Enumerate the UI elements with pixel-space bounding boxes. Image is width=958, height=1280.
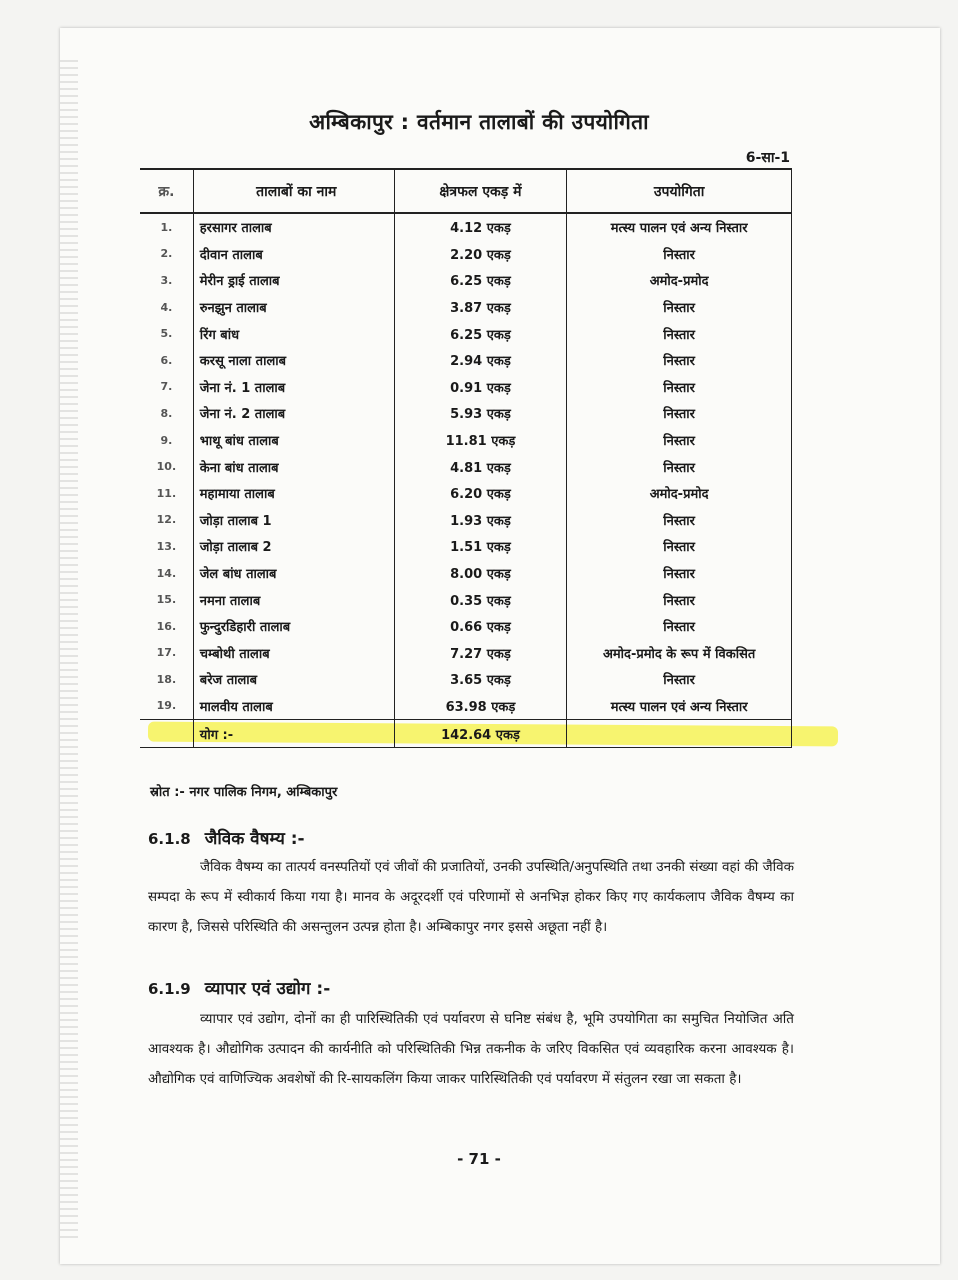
row-utility: निस्तार <box>567 507 792 534</box>
row-pond-name: नमना तालाब <box>193 586 394 613</box>
row-serial: 1. <box>160 220 173 234</box>
header-area: क्षेत्रफल एकड़ में <box>394 169 567 213</box>
row-serial: 14. <box>156 566 177 580</box>
row-serial: 2. <box>160 247 173 261</box>
table-row <box>140 427 792 454</box>
table-row <box>140 533 792 560</box>
row-serial: 15. <box>156 593 177 607</box>
section-number: 6.1.9 <box>148 980 191 998</box>
table-row <box>140 666 792 693</box>
row-area: 0.66 एकड़ <box>394 613 567 640</box>
table-row <box>140 241 792 268</box>
row-utility: मत्स्य पालन एवं अन्य निस्तार <box>567 693 792 720</box>
section-heading-biodiversity <box>148 826 305 849</box>
row-serial: 9. <box>160 433 173 447</box>
page-number: - 71 - <box>457 1150 501 1168</box>
row-area: 2.94 एकड़ <box>394 347 567 374</box>
row-utility: अमोद-प्रमोद <box>567 267 792 294</box>
row-utility: निस्तार <box>567 586 792 613</box>
row-serial: 18. <box>156 672 177 686</box>
row-utility: निस्तार <box>567 560 792 587</box>
table-source: स्रोत :- नगर पालिक निगम, अम्बिकापुर <box>150 785 338 800</box>
row-utility: निस्तार <box>567 374 792 401</box>
table-row <box>140 480 792 507</box>
row-utility: मत्स्य पालन एवं अन्य निस्तार <box>567 213 792 241</box>
table-row <box>140 613 792 640</box>
header-utility: उपयोगिता <box>567 169 792 213</box>
page-title: अम्बिकापुर : वर्तमान तालाबों की उपयोगिता <box>309 110 649 134</box>
row-serial: 17. <box>156 646 177 660</box>
table-row <box>140 586 792 613</box>
table-row <box>140 640 792 667</box>
row-utility: निस्तार <box>567 294 792 321</box>
row-pond-name: फुन्दुरडिहारी तालाब <box>193 613 394 640</box>
row-serial: 5. <box>160 327 173 341</box>
row-area: 3.87 एकड़ <box>394 294 567 321</box>
row-area: 4.12 एकड़ <box>394 213 567 241</box>
row-pond-name: रुनझुन तालाब <box>193 294 394 321</box>
row-pond-name: जेना नं. 2 तालाब <box>193 400 394 427</box>
row-pond-name: हरसागर तालाब <box>193 213 394 241</box>
row-serial: 10. <box>156 460 177 474</box>
paragraph-text: व्यापार एवं उद्योग, दोनों का ही पारिस्थितिकी एवं पर्यावरण से घनिष्ट संबंध है, भूमि उपयोगिता का समुचित नियोजित अति आवश्यक है। औद्योगिक उत्पादन की कार्यनीति को परिस्थितिकी भिन्न तकनीक के जरिए विकसित एवं व्यवहारिक करना आवश्यक है। औद्योगिक एवं वाणिज्यिक अवशेषों की रि-सायकलिंग किया जाकर पारिस्थितिकी एवं पर्यावरण में संतुलन रखा जा सकता है। <box>148 1011 794 1087</box>
section-title: व्यापार एवं उद्योग :- <box>204 979 331 999</box>
row-area: 0.91 एकड़ <box>394 374 567 401</box>
table-row <box>140 347 792 374</box>
table-header-row <box>140 169 792 213</box>
paragraph-trade-industry <box>148 1004 794 1094</box>
row-utility: निस्तार <box>567 347 792 374</box>
row-serial: 11. <box>156 486 177 500</box>
row-area: 6.25 एकड़ <box>394 320 567 347</box>
header-serial: क्र. <box>140 169 193 213</box>
row-area: 1.51 एकड़ <box>394 533 567 560</box>
table-row <box>140 693 792 720</box>
row-pond-name: जोड़ा तालाब 1 <box>193 507 394 534</box>
row-pond-name: चम्बोथी तालाब <box>193 640 394 667</box>
row-utility: निस्तार <box>567 320 792 347</box>
header-pond-name: तालाबों का नाम <box>193 169 394 213</box>
total-label: योग :- <box>193 720 394 748</box>
table-row <box>140 374 792 401</box>
section-heading-trade-industry <box>148 976 330 999</box>
row-pond-name: जोड़ा तालाब 2 <box>193 533 394 560</box>
row-utility: निस्तार <box>567 453 792 480</box>
table-row <box>140 560 792 587</box>
ponds-table <box>140 168 792 748</box>
row-pond-name: मेरीन ड्राई तालाब <box>193 267 394 294</box>
row-utility: निस्तार <box>567 533 792 560</box>
row-pond-name: केना बांध तालाब <box>193 453 394 480</box>
row-pond-name: भाथू बांध तालाब <box>193 427 394 454</box>
row-pond-name: जेना नं. 1 तालाब <box>193 374 394 401</box>
paragraph-text: जैविक वैषम्य का तात्पर्य वनस्पतियों एवं जीवों की प्रजातियों, उनकी उपस्थिति/अनुपस्थिति तथा उनकी संख्या वहां की जैविक सम्पदा के रूप में स्वीकार्य किया गया है। मानव के अदूरदर्शी एवं परिणामों से अनभिज्ञ होकर किए गए कार्यकलाप जैविक वैषम्य का कारण है, जिससे परिस्थिति की असन्तुलन उत्पन्न होता है। अम्बिकापुर नगर इससे अछूता नहीं है। <box>148 859 794 935</box>
row-utility: निस्तार <box>567 400 792 427</box>
row-serial: 19. <box>156 699 177 713</box>
row-area: 2.20 एकड़ <box>394 241 567 268</box>
row-serial: 16. <box>156 619 177 633</box>
row-area: 1.93 एकड़ <box>394 507 567 534</box>
table-row <box>140 453 792 480</box>
row-pond-name: महामाया तालाब <box>193 480 394 507</box>
row-utility: निस्तार <box>567 241 792 268</box>
row-utility: निस्तार <box>567 613 792 640</box>
row-serial: 7. <box>160 380 173 394</box>
row-area: 11.81 एकड़ <box>394 427 567 454</box>
row-pond-name: करसू नाला तालाब <box>193 347 394 374</box>
row-serial: 3. <box>160 273 173 287</box>
table-row <box>140 294 792 321</box>
row-pond-name: मालवीय तालाब <box>193 693 394 720</box>
row-pond-name: बरेज तालाब <box>193 666 394 693</box>
table-row <box>140 400 792 427</box>
total-value: 142.64 एकड़ <box>394 720 567 748</box>
table-total-row <box>140 720 792 748</box>
row-pond-name: दीवान तालाब <box>193 241 394 268</box>
row-serial: 13. <box>156 539 177 553</box>
row-serial: 6. <box>160 353 173 367</box>
row-area: 0.35 एकड़ <box>394 586 567 613</box>
row-pond-name: रिंग बांध <box>193 320 394 347</box>
section-number: 6.1.8 <box>148 830 191 848</box>
row-pond-name: जेल बांध तालाब <box>193 560 394 587</box>
row-serial: 8. <box>160 406 173 420</box>
table-row <box>140 507 792 534</box>
row-area: 7.27 एकड़ <box>394 640 567 667</box>
row-area: 6.25 एकड़ <box>394 267 567 294</box>
row-area: 3.65 एकड़ <box>394 666 567 693</box>
figure-label: 6-सा-1 <box>745 150 790 166</box>
table-row <box>140 320 792 347</box>
row-area: 5.93 एकड़ <box>394 400 567 427</box>
row-area: 4.81 एकड़ <box>394 453 567 480</box>
table-row <box>140 213 792 241</box>
page-binding-edge <box>60 60 78 1240</box>
row-area: 63.98 एकड़ <box>394 693 567 720</box>
row-utility: अमोद-प्रमोद <box>567 480 792 507</box>
row-utility: निस्तार <box>567 427 792 454</box>
row-area: 8.00 एकड़ <box>394 560 567 587</box>
section-title: जैविक वैषम्य :- <box>204 829 305 849</box>
row-utility: अमोद-प्रमोद के रूप में विकसित <box>567 640 792 667</box>
table-row <box>140 267 792 294</box>
row-area: 6.20 एकड़ <box>394 480 567 507</box>
paragraph-biodiversity <box>148 852 794 942</box>
row-utility: निस्तार <box>567 666 792 693</box>
row-serial: 4. <box>160 300 173 314</box>
row-serial: 12. <box>156 513 177 527</box>
